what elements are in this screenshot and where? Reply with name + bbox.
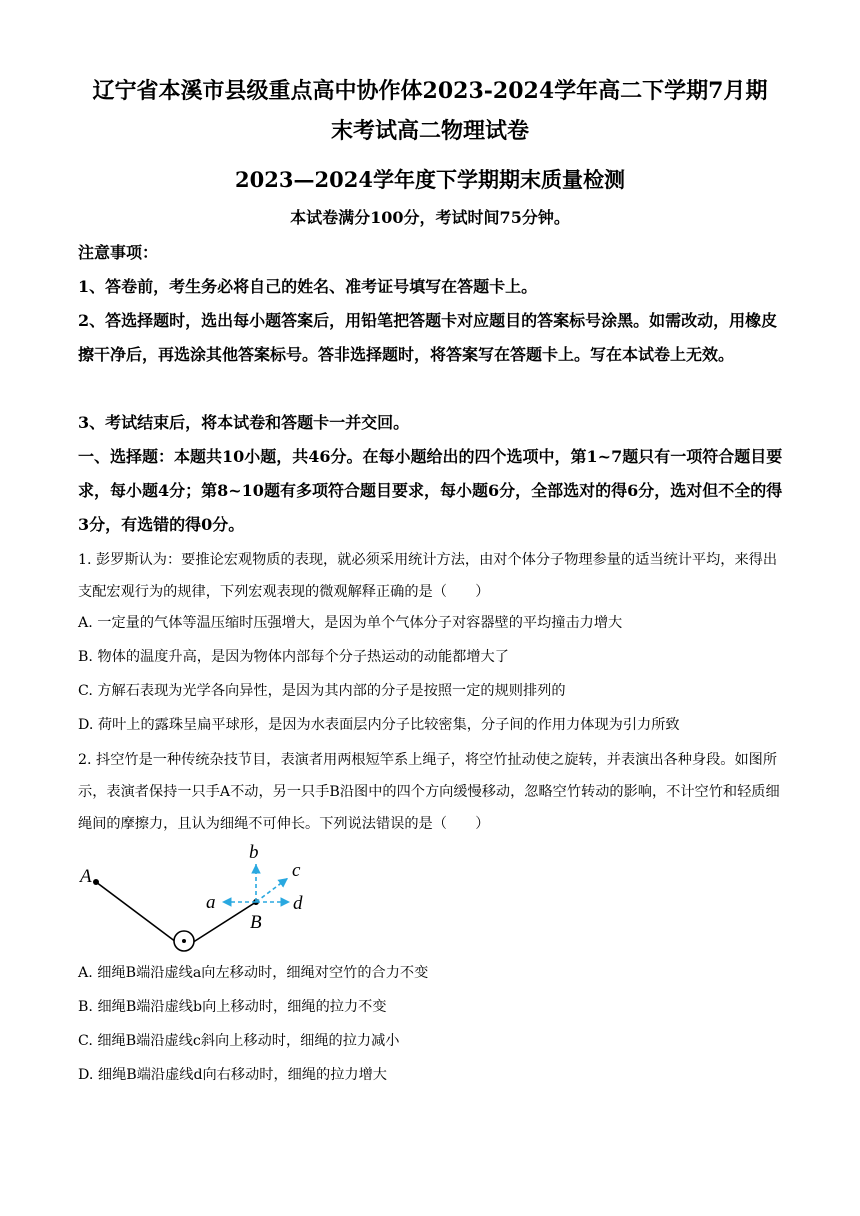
label-a-lower: a: [206, 892, 216, 913]
exam-heading: 2023—2024学年度下学期期末质量检测: [235, 167, 625, 192]
rope-right: [184, 902, 256, 948]
point-a-dot: [93, 879, 99, 885]
question-1-option-c: C. 方解石表现为光学各向异性，是因为其内部的分子是按照一定的规则排列的: [78, 683, 566, 699]
question-2-option-b: B. 细绳B端沿虚线b向上移动时，细绳的拉力不变: [78, 999, 387, 1015]
notes-heading: 注意事项：: [78, 243, 159, 262]
question-1-option-a: A. 一定量的气体等温压缩时压强增大，是因为单个气体分子对容器壁的平均撞击力增大: [78, 615, 623, 631]
arrow-c: [256, 878, 288, 902]
question-2-option-d: D. 细绳B端沿虚线d向右移动时，细绳的拉力增大: [78, 1067, 387, 1083]
label-b-upper: B: [250, 912, 262, 933]
section-heading: 一、选择题：本题共10小题，共46分。在每小题给出的四个选项中，第1~7题只有一项符合题目要求，每小题4分；第8~10题有多项符合题目要求，每小题6分，全部选对的得6分，选对但不全的得3分，有选错的得0分。: [78, 447, 783, 534]
question-1-option-b: B. 物体的温度升高，是因为物体内部每个分子热运动的动能都增大了: [78, 649, 509, 665]
rope-left: [96, 882, 184, 948]
document-title-line1: 辽宁省本溪市县级重点高中协作体2023-2024学年高二下学期7月期: [92, 78, 768, 104]
label-c: c: [292, 860, 301, 881]
kongzhu-figure: [72, 838, 322, 958]
note-item-2: 2、答选择题时，选出每小题答案后，用铅笔把答题卡对应题目的答案标号涂黑。如需改动，用橡皮擦干净后，再选涂其他答案标号。答非选择题时，将答案写在答题卡上。写在本试卷上无效。: [78, 311, 778, 364]
question-1-stem: 1. 彭罗斯认为：要推论宏观物质的表现，就必须采用统计方法，由对个体分子物理参量的适当统计平均，来得出支配宏观行为的规律，下列宏观表现的微观解释正确的是（ ）: [78, 552, 778, 600]
question-2-option-c: C. 细绳B端沿虚线c斜向上移动时，细绳的拉力减小: [78, 1033, 400, 1049]
exam-info: 本试卷满分100分，考试时间75分钟。: [290, 208, 570, 227]
kongzhu-center-dot: [182, 939, 186, 943]
question-1-option-d: D. 荷叶上的露珠呈扁平球形，是因为水表面层内分子比较密集，分子间的作用力体现为引力所致: [78, 717, 680, 733]
question-2-stem: 2. 抖空竹是一种传统杂技节目，表演者用两根短竿系上绳子，将空竹扯动使之旋转，并表演出各种身段。如图所示，表演者保持一只手A不动，另一只手B沿图中的四个方向缓慢移动，忽略空竹转动的影响，不计空竹和轻质细绳间的摩擦力，且认为细绳不可伸长。下列说法错误的是（ ）: [78, 752, 780, 832]
document-title-line2: 末考试高二物理试卷: [330, 118, 529, 144]
label-b-lower: b: [249, 842, 259, 863]
note-item-3: 3、考试结束后，将本试卷和答题卡一并交回。: [78, 413, 410, 432]
label-d: d: [293, 893, 303, 914]
label-a-upper: A: [80, 866, 92, 887]
note-item-1: 1、答卷前，考生务必将自己的姓名、准考证号填写在答题卡上。: [78, 277, 538, 296]
question-2-option-a: A. 细绳B端沿虚线a向左移动时，细绳对空竹的合力不变: [78, 965, 429, 981]
